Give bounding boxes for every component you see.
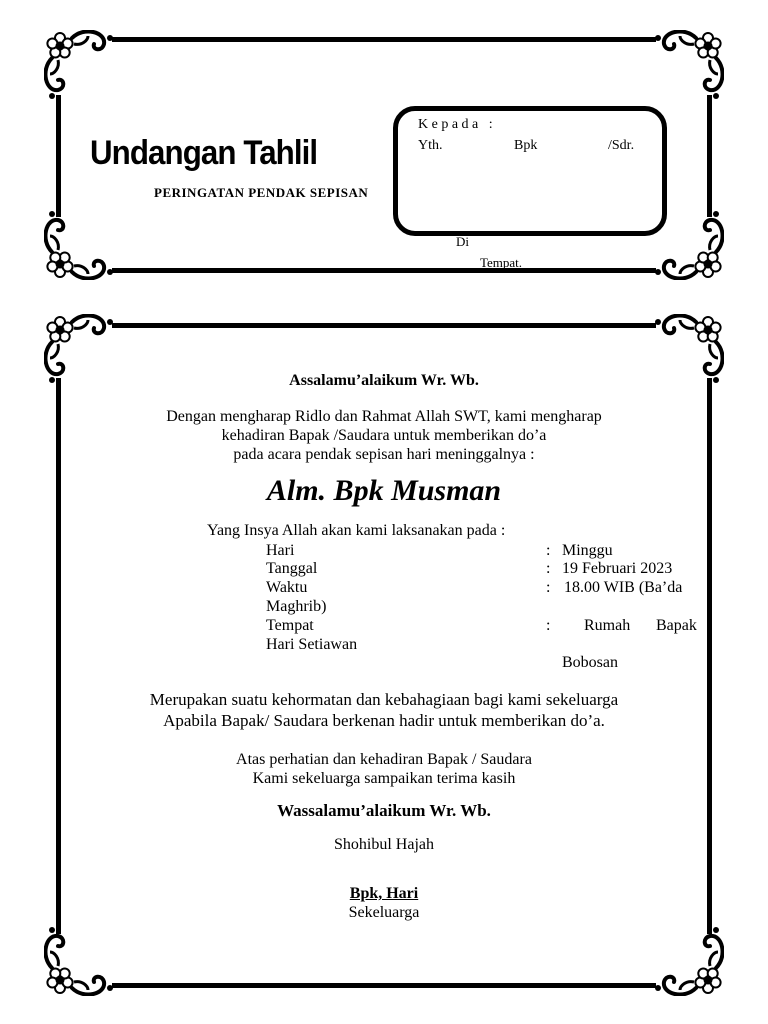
corner-ornament-icon (44, 922, 118, 996)
host-title: Shohibul Hajah (334, 836, 434, 853)
frame-right-line (707, 95, 712, 217)
thanks-line: Kami sekeluarga sampaikan terima kasih (252, 770, 516, 787)
host-name: Bpk, Hari (349, 885, 419, 902)
corner-ornament-icon (650, 922, 724, 996)
frame-left-line (56, 95, 61, 217)
honor-line: Apabila Bapak/ Saudara berkenan hadir untuk memberikan do’a. (163, 711, 605, 730)
tempat-value-a: Rumah (584, 617, 631, 634)
hari-label: Hari (266, 542, 295, 559)
waktu-value: 18.00 WIB (Ba’da (564, 579, 683, 596)
tempat-value-line3: Bobosan (562, 654, 618, 671)
invitation-title: Undangan Tahlil (90, 134, 318, 172)
address-tempat: Tempat. (480, 255, 523, 270)
hari-value: Minggu (562, 542, 613, 559)
intro-line: Dengan mengharap Ridlo dan Rahmat Allah SWT, kami mengharap (166, 408, 602, 425)
address-di: Di (456, 234, 469, 249)
frame-top-line (112, 323, 656, 328)
tempat-colon: : (546, 617, 551, 634)
frame-bottom-line (112, 268, 656, 273)
frame-top-line (112, 37, 656, 42)
frame-bottom-line (112, 983, 656, 988)
thanks-line: Atas perhatian dan kehadiran Bapak / Saudara (236, 751, 532, 768)
address-kepada: K e p a d a : (418, 117, 493, 132)
corner-ornament-icon (650, 30, 724, 104)
honor-line: Merupakan suatu kehormatan dan kebahagiaan bagi kami sekeluarga (149, 690, 619, 709)
greeting: Assalamu’alaikum Wr. Wb. (289, 372, 479, 389)
waktu-value-continued: Maghrib) (266, 598, 327, 615)
waktu-label: Waktu (266, 579, 308, 596)
corner-ornament-icon (44, 30, 118, 104)
invitation-subtitle: PERINGATAN PENDAK SEPISAN (154, 185, 369, 200)
tempat-value-b: Bapak (656, 617, 697, 634)
address-bpk: Bpk (514, 138, 538, 153)
tempat-value-continued: Hari Setiawan (266, 636, 358, 653)
intro-line: kehadiran Bapak /Saudara untuk memberikan do’a (221, 427, 547, 444)
waktu-colon: : (546, 579, 551, 596)
address-sdr: /Sdr. (608, 138, 635, 153)
tempat-label: Tempat (266, 617, 314, 634)
hari-colon: : (546, 542, 551, 559)
corner-ornament-icon (44, 206, 118, 280)
tanggal-colon: : (546, 560, 551, 577)
tanggal-value: 19 Februari 2023 (562, 560, 673, 577)
schedule-intro: Yang Insya Allah akan kami laksanakan pada : (207, 522, 506, 539)
host-family: Sekeluarga (348, 904, 420, 921)
address-yth: Yth. (418, 138, 443, 153)
deceased-name: Alm. Bpk Musman (266, 474, 502, 507)
tanggal-label: Tanggal (266, 560, 318, 577)
intro-line: pada acara pendak sepisan hari meninggalnya : (233, 446, 535, 463)
closing-greeting: Wassalamu’alaikum Wr. Wb. (277, 801, 491, 820)
